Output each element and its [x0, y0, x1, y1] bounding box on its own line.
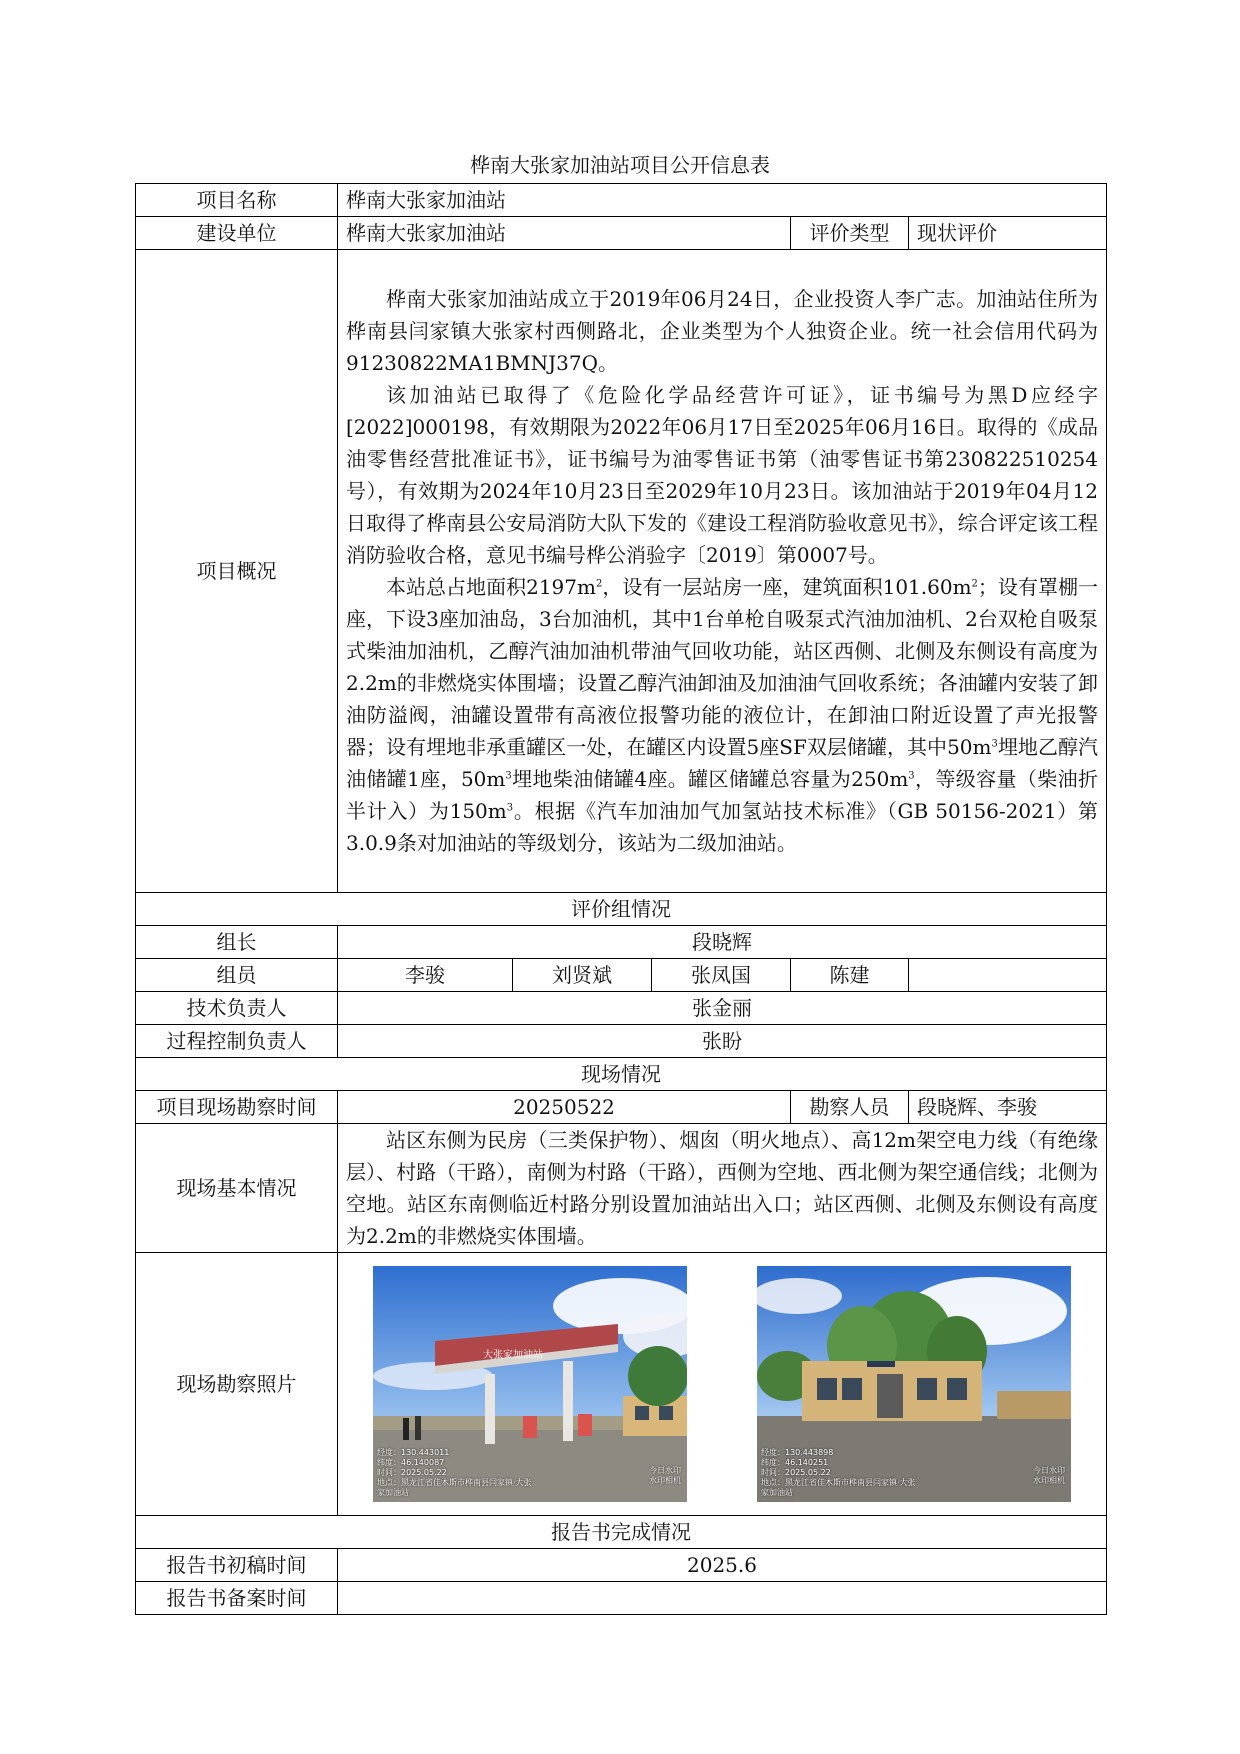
label-eval-type: 评价类型 [791, 217, 909, 250]
watermark-line-2: 水印相机 [1033, 1476, 1065, 1485]
overview-p3-part-f: ，等级容量（柴油折半计入）为150m [346, 767, 1099, 823]
label-surveyors: 勘察人员 [791, 1091, 909, 1124]
label-construction-unit: 建设单位 [136, 217, 338, 250]
overlay-longitude: 经度：130.443011 [377, 1448, 450, 1457]
superscript-3: 3 [991, 738, 998, 750]
building-photo-overlay [761, 1448, 921, 1498]
superscript-2: 2 [971, 578, 978, 590]
value-surveyors: 段晓辉、李骏 [909, 1091, 1107, 1124]
value-process-lead: 张盼 [338, 1025, 1107, 1058]
canopy-sign-text: 大张家加油站 [483, 1350, 543, 1361]
member-4: 陈建 [791, 959, 909, 992]
value-construction-unit: 桦南大张家加油站 [338, 217, 791, 250]
value-tech-lead: 张金丽 [338, 992, 1107, 1025]
overview-p3-part-c: ；设有罩棚一座，下设3座加油岛，3台加油机，其中1台单枪自吸泵式汽油加油机、2台双枪自吸泵式柴油加油机，乙醇汽油加油机带油气回收功能，站区西侧、北侧及东侧设有高度为2.2m的非燃烧实体围墙；设置乙醇汽油卸油及加油油气回收系统；各油罐内安装了卸油防溢阀，油罐设置带有高液位报警功能的液位计，在卸油口附近设置了声光报警器；设有埋地非承重罐区一处，在罐区内设置5座SF双层储罐，其中50m [346, 575, 1098, 759]
label-draft-time: 报告书初稿时间 [136, 1549, 338, 1582]
overview-p3-part-b: ，设有一层站房一座，建筑面积101.60m [602, 575, 972, 599]
overview-paragraph-3 [346, 571, 1098, 859]
section-report: 报告书完成情况 [136, 1516, 1107, 1549]
overlay-longitude: 经度：130.443898 [761, 1448, 834, 1457]
building-photo-watermark [1033, 1466, 1065, 1486]
row-members [136, 959, 1107, 992]
watermark-line-1: 今日水印 [649, 1466, 681, 1475]
row-construction-unit [136, 217, 1107, 250]
label-tech-lead: 技术负责人 [136, 992, 338, 1025]
superscript-3: 3 [505, 770, 512, 782]
row-draft-time [136, 1549, 1107, 1582]
photos-cell [338, 1253, 1107, 1516]
overlay-latitude: 纬度：46.140251 [761, 1458, 829, 1467]
overview-text [338, 250, 1107, 893]
value-project-name: 桦南大张家加油站 [338, 184, 1107, 217]
overlay-location: 地点：黑龙江省佳木斯市桦南县闫家镇·大张家加油站 [377, 1478, 532, 1497]
label-survey-time: 项目现场勘察时间 [136, 1091, 338, 1124]
row-site-basic [136, 1124, 1107, 1253]
overview-p3-part-e: 埋地柴油储罐4座。罐区储罐总容量为250m [511, 767, 909, 791]
value-survey-time: 20250522 [338, 1091, 791, 1124]
watermark-line-2: 水印相机 [649, 1476, 681, 1485]
member-blank [909, 959, 1107, 992]
section-site: 现场情况 [136, 1058, 1107, 1091]
overlay-time: 时间：2025.05.22 [377, 1468, 447, 1477]
label-leader: 组长 [136, 926, 338, 959]
row-survey-time [136, 1091, 1107, 1124]
overview-p3-part-d: 埋地乙醇汽油储罐1座，50m [346, 735, 1099, 791]
label-project-name: 项目名称 [136, 184, 338, 217]
value-leader: 段晓辉 [338, 926, 1107, 959]
row-site-photos [136, 1253, 1107, 1516]
canopy-photo-watermark [649, 1466, 681, 1486]
row-project-name [136, 184, 1107, 217]
watermark-line-1: 今日水印 [1033, 1466, 1065, 1475]
member-3: 张凤国 [652, 959, 791, 992]
row-process-lead [136, 1025, 1107, 1058]
superscript-3: 3 [908, 770, 915, 782]
section-eval-group: 评价组情况 [136, 893, 1107, 926]
row-overview [136, 250, 1107, 893]
photo-strip [338, 1254, 1106, 1514]
row-leader [136, 926, 1107, 959]
page-title: 桦南大张家加油站项目公开信息表 [470, 153, 770, 177]
site-basic-text: 站区东侧为民房（三类保护物）、烟囱（明火地点）、高12m架空电力线（有绝缘层）、村路（干路），南侧为村路（干路），西侧为空地、西北侧为架空通信线；北侧为空地。站区东南侧临近村路分别设置加油站出入口；站区西侧、北侧及东侧设有高度为2.2m的非燃烧实体围墙。 [346, 1128, 1098, 1248]
label-filing-time: 报告书备案时间 [136, 1582, 338, 1615]
overview-p3-part-a: 本站总占地面积2197m [386, 575, 596, 599]
site-photo-canopy [373, 1266, 687, 1502]
superscript-3: 3 [506, 802, 514, 814]
row-filing-time [136, 1582, 1107, 1615]
member-1: 李骏 [338, 959, 513, 992]
info-table [135, 183, 1107, 1615]
member-2: 刘贤斌 [513, 959, 652, 992]
canopy-photo-overlay [377, 1448, 537, 1498]
superscript-2: 2 [595, 578, 603, 590]
label-process-lead: 过程控制负责人 [136, 1025, 338, 1058]
overview-p3-part-g: 。根据《汽车加油加气加氢站技术标准》（GB 50156-2021）第3.0.9条对加油站的等级划分，该站为二级加油站。 [346, 799, 1099, 855]
label-members: 组员 [136, 959, 338, 992]
label-site-photos: 现场勘察照片 [136, 1253, 338, 1516]
overlay-location: 地点：黑龙江省佳木斯市桦南县闫家镇·大张家加油站 [761, 1478, 916, 1497]
label-site-basic: 现场基本情况 [136, 1124, 338, 1253]
row-eval-group-header [136, 893, 1107, 926]
value-filing-time [338, 1582, 1107, 1615]
overlay-latitude: 纬度：46.140087 [377, 1458, 445, 1467]
value-draft-time: 2025.6 [338, 1549, 1107, 1582]
overview-paragraph-1: 桦南大张家加油站成立于2019年06月24日，企业投资人李广志。加油站住所为桦南县闫家镇大张家村西侧路北，企业类型为个人独资企业。统一社会信用代码为91230822MA1BMNJ37Q。 [346, 287, 1098, 375]
overlay-time: 时间：2025.05.22 [761, 1468, 831, 1477]
row-tech-lead [136, 992, 1107, 1025]
row-report-header [136, 1516, 1107, 1549]
site-photo-building [757, 1266, 1071, 1502]
value-eval-type: 现状评价 [909, 217, 1107, 250]
row-site-header [136, 1058, 1107, 1091]
site-basic-cell [338, 1124, 1107, 1253]
overview-paragraph-2: 该加油站已取得了《危险化学品经营许可证》，证书编号为黑D应经字[2022]000198，有效期限为2022年06月17日至2025年06月16日。取得的《成品油零售经营批准证书》，证书编号为油零售证书第（油零售证书第230822510254号），有效期为2024年10月23日至2029年10月23日。该加油站于2019年04月12日取得了桦南县公安局消防大队下发的《建设工程消防验收意见书》，综合评定该工程消防验收合格，意见书编号桦公消验字〔2019〕第0007号。 [346, 383, 1098, 567]
label-overview: 项目概况 [136, 250, 338, 893]
